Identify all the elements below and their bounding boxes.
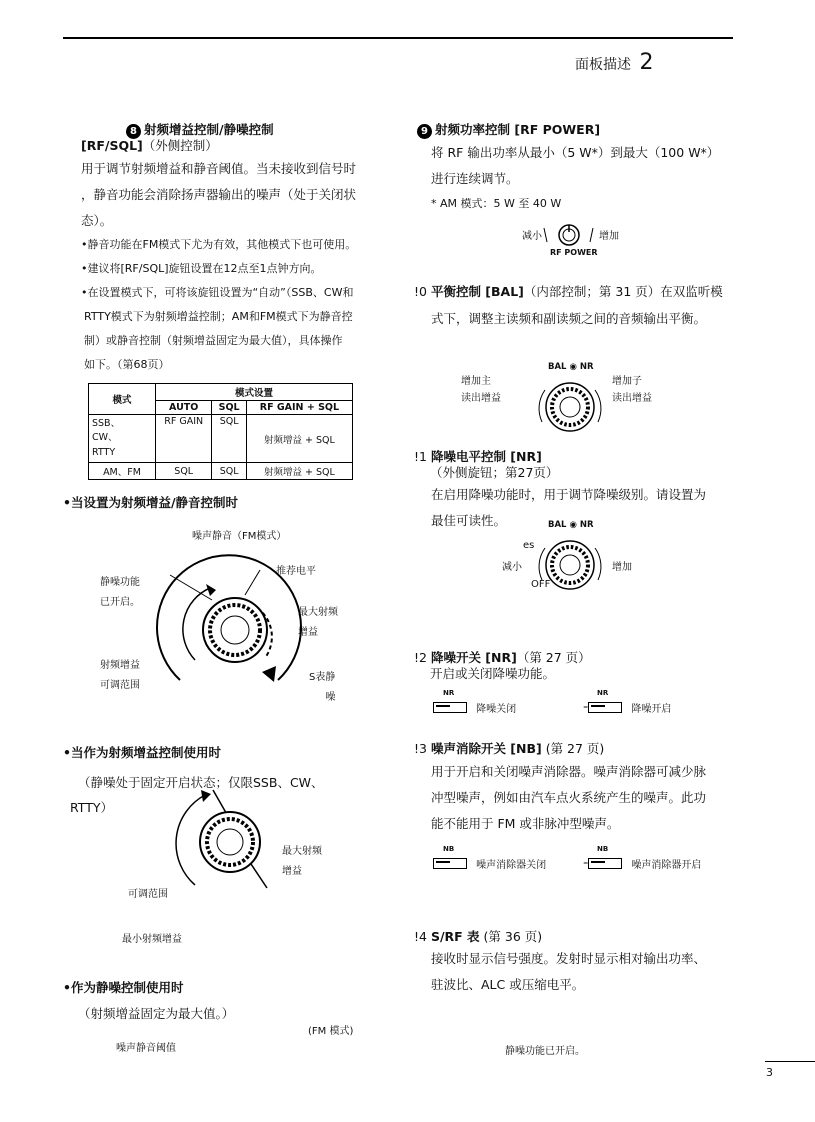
knob-center [221, 616, 249, 644]
table-cell-sql: SQL [212, 463, 246, 480]
desc-line: 最佳可读性。 [431, 513, 507, 528]
table-header-mode: 模式 [89, 384, 156, 415]
squelch-fm-label: (FM 模式) [308, 1026, 354, 1037]
label-line: 最大射频 [282, 846, 322, 857]
bullet-item: •静音功能在FM模式下尤为有效，其他模式下也可使用。 [81, 238, 357, 251]
label-s-meter [309, 668, 335, 708]
item9-title [417, 122, 600, 139]
arc-left [539, 548, 545, 580]
item9-decrease-label: 减小 [522, 231, 542, 242]
item9-increase-label: 增加 [599, 231, 619, 242]
item13-switch-off [433, 845, 546, 872]
nb-off-label: 噪声消除器关闭 [476, 860, 547, 872]
item12-switch-off [433, 689, 516, 716]
header-rule [63, 37, 733, 39]
table-header-rfsql: RF GAIN + SQL [246, 401, 352, 415]
desc-line: 在启用降噪功能时，用于调节降噪级别。请设置为 [431, 487, 707, 502]
label-line: 读出增益 [612, 393, 652, 404]
item11-subtitle: （外侧旋钮；第27页） [430, 465, 559, 480]
nb-switch-on-icon [588, 858, 622, 869]
desc-line: 冲型噪声，例如由汽车点火系统产生的噪声。此功 [431, 790, 707, 805]
item13-title-rest: (第 27 页) [541, 741, 605, 756]
squelch-note: （射频增益固定为最大值。） [78, 1006, 235, 1021]
mode-line: SSB、 [92, 418, 121, 430]
squelch-threshold-label: 噪声静音阈值 [116, 1043, 176, 1054]
nr-switch-on-icon [588, 702, 622, 713]
table-cell-rfsql: 射频增益 + SQL [246, 415, 352, 463]
label-line: 已开启。 [100, 597, 140, 608]
rfgain-heading: •当作为射频增益控制使用时 [63, 745, 221, 760]
knob-center [217, 829, 243, 855]
item11-title-text: 降噪电平控制 [NR] [430, 449, 542, 464]
item8-bullets [81, 233, 356, 377]
rfsql-knob-diagram [150, 540, 310, 700]
nb-switch-off-icon [433, 858, 467, 869]
table-header-auto: AUTO [156, 401, 212, 415]
table-cell-rfsql: 射频增益 + SQL [246, 463, 352, 480]
item9-description [431, 140, 719, 192]
mode-line: CW、 [92, 432, 118, 444]
nb-on-label: 噪声消除器开启 [631, 860, 702, 872]
item14-title-rest: (第 36 页) [479, 929, 543, 944]
desc-line: 用于调节射频增益和静音阈值。当未接收到信号时 [81, 161, 357, 176]
label-line: 增益 [282, 866, 302, 877]
item8-subtitle-code: [RF/SQL] [81, 138, 143, 153]
knob-label-bal: BAL [548, 520, 567, 530]
knob-center [560, 397, 580, 417]
switch-label: NB [597, 845, 609, 853]
item14-number: !4 [414, 929, 427, 944]
item11-es-label: es [523, 540, 535, 551]
nb-on-glow-icon: ⁼ [583, 860, 589, 872]
item8-description [81, 156, 356, 234]
item9-title-text: 射频功率控制 [RF POWER] [435, 122, 601, 137]
rfsql-heading: •当设置为射频增益/静音控制时 [63, 495, 239, 510]
switch-label: NB [443, 845, 455, 853]
item11-off-label: OFF [531, 579, 551, 590]
label-recommended: 推荐电平 [276, 566, 316, 577]
arrow-right [590, 228, 593, 242]
rfgain-label-range: 可调范围 [128, 889, 168, 900]
label-line: 噪 [325, 692, 336, 703]
item12-title-bold: 降噪开关 [NR] [430, 650, 517, 665]
table-cell-mode: AM、FM [89, 463, 156, 480]
item8-subtitle-note: （外侧控制） [142, 138, 218, 153]
label-line: 增加子 [612, 376, 642, 387]
label-line: 增加主 [461, 376, 491, 387]
desc-line: 能不能用于 FM 或非脉冲型噪声。 [431, 816, 620, 831]
chapter-number: 2 [639, 50, 654, 75]
bullet-item: RTTY模式下为射频增益控制；AM和FM模式下为静音控 [84, 310, 353, 323]
item10-title [414, 284, 723, 300]
switch-label: NR [597, 689, 609, 697]
knob-center [560, 555, 580, 575]
item13-switch-on [583, 845, 701, 872]
table-cell-sql: SQL [212, 415, 246, 463]
label-squelch-open [100, 573, 140, 613]
knob-label-nr: NR [579, 362, 594, 372]
arrow-head [262, 666, 276, 682]
note-line: （静噪处于固定开启状态；仅限SSB、CW、 [78, 775, 324, 790]
item11-number: !1 [414, 449, 427, 464]
item10-title-rest: （内部控制；第 31 页）在双监听模 [523, 284, 723, 299]
item13-number: !3 [414, 741, 427, 756]
label-line: 射频增益 [100, 660, 140, 671]
item10-desc: 式下，调整主读频和副读频之间的音频输出平衡。 [431, 311, 707, 326]
item12-title [414, 650, 591, 666]
arc-right [595, 390, 601, 422]
item10-number: !0 [414, 284, 427, 299]
item10-left-label [461, 373, 501, 407]
table-header-sql: SQL [212, 401, 246, 415]
item8-title-text: 射频增益控制/静噪控制 [144, 122, 274, 137]
desc-line: 接收时显示信号强度。发射时显示相对输出功率、 [431, 951, 707, 966]
squelch-heading: •作为静噪控制使用时 [63, 980, 184, 995]
table-cell-auto: SQL [156, 463, 212, 480]
nr-knob-diagram [530, 530, 610, 600]
knob-label-bal: BAL [548, 362, 567, 372]
label-line: 读出增益 [461, 393, 501, 404]
item14-title [414, 929, 542, 945]
item13-title [414, 741, 604, 757]
label-line: S表静 [309, 672, 336, 683]
switch-label: NR [443, 689, 455, 697]
squelch-open-note: 静噪功能已开启。 [505, 1046, 585, 1057]
item8-title [126, 122, 274, 139]
footer-rule [765, 1061, 815, 1062]
item13-description [431, 759, 706, 837]
desc-line: 态）。 [81, 213, 113, 228]
item14-title-bold: S/RF 表 [430, 929, 480, 944]
bullet-item: •在设置模式下，可将该旋钮设置为“自动”（SSB、CW和 [81, 286, 354, 299]
item11-increase-label: 增加 [612, 562, 632, 573]
knob-label-nr: NR [579, 520, 594, 530]
rfgain-label-min: 最小射频增益 [122, 934, 182, 945]
item9-knob-label: RF POWER [550, 248, 598, 257]
label-line: 增益 [298, 627, 318, 638]
nr-switch-off-icon [433, 702, 467, 713]
item13-title-bold: 噪声消除开关 [NB] [430, 741, 542, 756]
item12-switch-on [583, 689, 671, 716]
table-header-group: 模式设置 [156, 384, 353, 401]
item10-title-bold: 平衡控制 [BAL] [430, 284, 524, 299]
header-section-title [575, 50, 653, 75]
rfgain-label-max [282, 842, 322, 882]
table-cell-auto: RF GAIN [156, 415, 212, 463]
table-cell-mode [89, 415, 156, 463]
item12-desc: 开启或关闭降噪功能。 [430, 666, 556, 681]
item8-subtitle [81, 138, 218, 154]
pointer-line [245, 570, 260, 595]
item11-title [414, 449, 542, 465]
arc-right [595, 548, 601, 580]
mode-settings-table [88, 383, 353, 480]
desc-line: ，静音功能会消除扬声器输出的噪声（处于关闭状 [81, 187, 357, 202]
item11-decrease-label: 减小 [502, 562, 522, 573]
item9-am-note: * AM 模式：5 W 至 40 W [431, 197, 562, 210]
rf-power-knob [541, 222, 597, 250]
arrow-head [201, 790, 211, 802]
label-line: 可调范围 [100, 680, 140, 691]
label-noise-squelch: 噪声静音（FM模式） [192, 531, 287, 542]
desc-line: 用于开启和关闭噪声消除器。噪声消除器可减少脉 [431, 764, 707, 779]
section-title: 面板描述 [575, 57, 631, 73]
note-line: RTTY） [70, 800, 113, 815]
item8-number-badge: 8 [126, 124, 141, 139]
desc-line: 驻波比、ALC 或压缩电平。 [431, 977, 585, 992]
item12-number: !2 [414, 650, 427, 665]
nr-off-label: 降噪关闭 [476, 704, 517, 716]
item10-knob-label: BAL ◉ NR [548, 362, 594, 372]
arrow-left [544, 228, 547, 242]
mode-line: RTTY [92, 446, 116, 458]
item14-description [431, 946, 706, 998]
item12-title-rest: （第 27 页） [516, 650, 591, 665]
nr-on-glow-icon: ⁼ [583, 704, 589, 716]
page-number: 3 [766, 1066, 773, 1079]
bullet-item: 如下。（第68页） [84, 358, 170, 371]
label-rf-range [100, 656, 140, 696]
item10-right-label [612, 373, 652, 407]
desc-line: 进行连续调节。 [431, 171, 519, 186]
item11-knob-label: BAL ◉ NR [548, 520, 594, 530]
bal-knob-diagram [530, 372, 610, 442]
desc-line: 将 RF 输出功率从最小（5 W*）到最大（100 W*） [431, 145, 720, 160]
bullet-item: •建议将[RF/SQL]旋钮设置在12点至1点钟方向。 [81, 262, 322, 275]
pointer-line [170, 575, 212, 600]
arc-left [539, 390, 545, 422]
rfgain-knob-diagram [175, 780, 285, 900]
label-line: 静噪功能 [100, 577, 140, 588]
label-line: 最大射频 [298, 607, 338, 618]
item9-number-badge: 9 [417, 124, 432, 139]
bullet-item: 制）或静音控制（射频增益固定为最大值），具体操作 [84, 334, 343, 347]
nr-on-label: 降噪开启 [631, 704, 672, 716]
